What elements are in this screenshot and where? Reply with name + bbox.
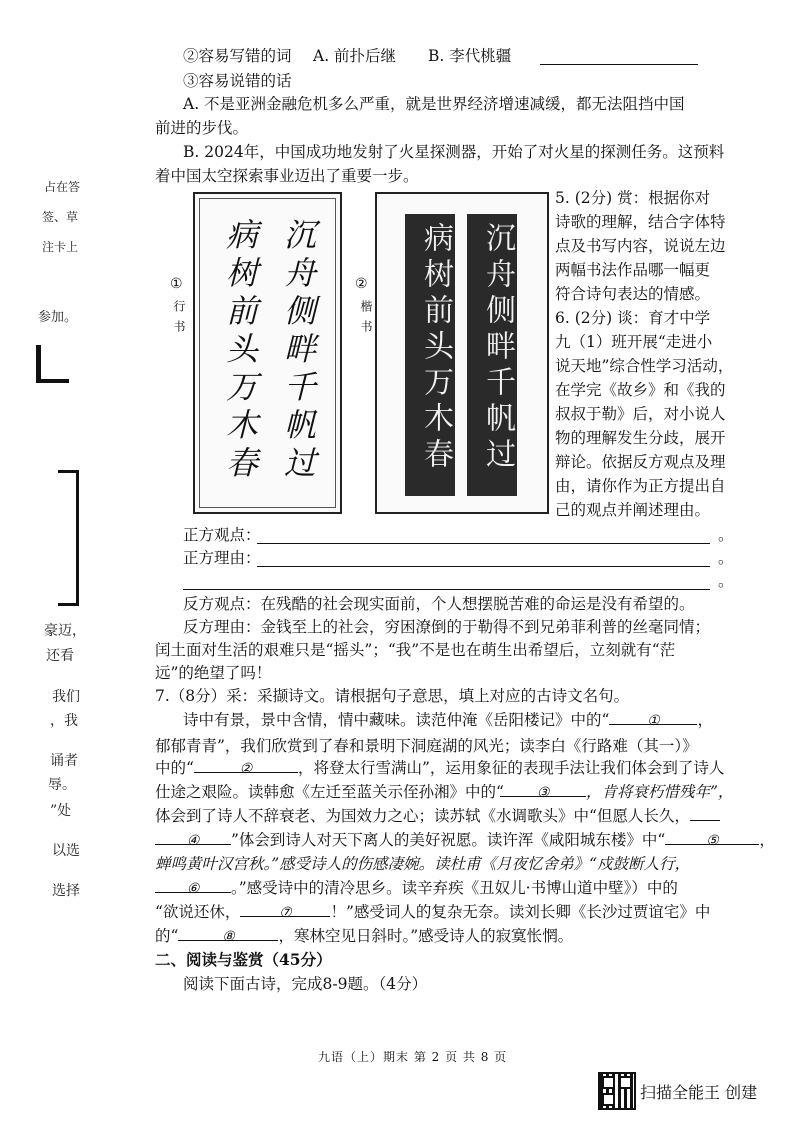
con-reason: 反方理由：金钱至上的社会，穷困潦倒的于勒得不到兄弟菲利普的丝毫同情； [183,618,711,636]
blank-4-start[interactable] [690,806,720,821]
q7-row [155,758,724,778]
qr-code-icon [598,1072,636,1110]
q7-text: 体会到了诗人不辞衰老、为国效力之心；读苏轼《水调歌头》中“但愿人长久， [155,807,690,825]
margin-fragment: 选择 [52,883,80,899]
section-instruction: 阅读下面古诗，完成8-9题。（4分） [183,975,428,993]
q7-row: 仕途之艰险。读韩愈《左迁至蓝关示侄孙湘》中的“ [155,783,504,801]
q7-text: 郁郁青青”，我们欣赏到了春和景明下洞庭湖的风光；读李白《行路难（其一）》 [155,737,698,755]
margin-fragment: 诵者 [50,753,78,769]
paragraph-line: A. 不是亚洲金融危机多么严重，就是世界经济增速减缓，都无法阻挡中国 [183,95,685,113]
scanner-watermark: 扫描全能王 创建 [640,1083,758,1102]
pro-reason-blank[interactable] [183,575,710,590]
end-mark: 。 [718,572,734,590]
q6-line: 物的理解发生分歧，展开 [555,429,726,447]
section-title: 二、阅读与鉴赏（45分） [155,950,332,969]
answer-blank[interactable] [540,50,698,65]
option-a: A. 前扑后继 [313,47,397,65]
blank-2[interactable] [194,758,298,777]
q7-row [155,878,678,898]
margin-fragment: ，我 [50,713,78,729]
artwork-number: ① [170,276,183,292]
q7-title: 7.（8分）采：采撷诗文。请根据句子意思，填上对应的古诗文名句。 [155,687,630,705]
artwork-style-label: 楷书 [359,300,373,340]
q6-line: 6. (2分) 谈：育才中学 [555,309,711,327]
q7-text: ，肯将衰朽惜残年”， [586,783,734,801]
margin-fragment: ”处 [50,803,72,819]
q6-line: 说天地”综合性学习活动， [555,357,734,375]
blank-7[interactable] [240,902,330,921]
margin-fragment: 以选 [52,843,80,859]
paragraph-line: 前进的步伐。 [155,119,249,137]
calligraphy-column: 沉舟侧畔千帆过 [480,222,515,474]
q5-line: 诗歌的理解，结合字体特 [555,213,726,231]
q6-line: 在学完《故乡》和《我的 [555,381,726,399]
q7-text: “欲说还休， [155,903,241,921]
q7-text: ！”感受词人的复杂无奈。读刘长卿《长沙过贾谊宅》中 [330,903,711,921]
q7-text: ， [759,831,775,849]
q7-text: ，寒林空见日斜时。”感受诗人的寂寞怅惘。 [278,927,574,945]
paragraph-line: 着中国太空探索事业迈出了重要一步。 [155,167,419,185]
q6-line: 己的观点并阐述理由。 [555,501,711,519]
blank-6[interactable] [155,878,231,897]
q7-text: ，将登太行雪满山”，运用象征的表现手法让我们体会到了诗人 [297,759,725,777]
calligraphy-artwork-2 [375,192,549,514]
paragraph-line: B. 2024年，中国成功地发射了火星探测器，开始了对火星的探测任务。这预料 [183,143,725,161]
margin-fragment: 豪迈， [44,623,86,639]
con-reason: 远”的绝望了吗！ [155,664,272,682]
blank-number: ⑧ [222,929,235,945]
end-mark: 。 [718,549,734,567]
q6-line: 辩论。依据反方观点及理 [555,453,726,471]
margin-bracket [58,470,79,606]
q7-row [155,902,710,922]
q7-text: ， [697,711,713,729]
q7-text: ”体会到诗人对天下离人的美好祝愿。读许浑《咸阳城东楼》中“ [231,831,666,849]
q7-row [155,734,698,756]
blank-1[interactable] [609,710,697,729]
pro-reason-blank[interactable] [257,552,710,567]
pro-view-blank[interactable] [257,529,710,544]
blank-number: ③ [536,785,550,801]
q7-row [155,926,573,946]
con-view: 反方观点：在残酷的社会现实面前，个人想摆脱苦难的命运是没有希望的。 [183,595,695,613]
pro-reason-label: 正方理由： [183,549,261,567]
con-reason: 闰土面对生活的艰难只是“摇头”；“我”不是也在萌生出希望后，立刻就有“茫 [155,641,676,659]
blank-number: ⑥ [186,881,200,897]
margin-mark [36,345,69,383]
blank-number: ④ [186,833,200,849]
margin-fragment: 我们 [52,689,80,705]
option-label: ③容易说错的话 [183,72,292,90]
calligraphy-artwork-1 [193,192,342,514]
blank-8[interactable] [178,926,278,945]
margin-fragment: 还看 [46,648,74,664]
q7-text: 。”感受诗中的清冷思乡。读辛弃疾《丑奴儿·书博山道中壁》）中的 [231,879,678,897]
blank-number: ② [239,761,253,777]
q7-row [155,830,775,850]
q6-line: 九（1）班开展“走进小 [555,333,713,351]
blank-3[interactable] [500,782,586,801]
q6-line: 由，请你作为正方提出自 [555,477,726,495]
page-footer: 九语（上）期末 第 2 页 共 8 页 [318,1050,508,1064]
margin-fragment: 签、草 [42,210,79,224]
q7-row [500,782,733,802]
blank-number: ① [647,713,660,729]
option-b: B. 李代桃疆 [428,47,512,65]
q5-line: 符合诗句表达的情感。 [555,285,711,303]
q5-line: 点及书写内容，说说左边 [555,237,726,255]
q7-row: 蝉鸣黄叶汉宫秋。”感受诗人的伤感凄婉。读杜甫《月夜忆舍弟》“戍鼓断人行， [155,855,691,873]
q7-text: 中的“ [155,759,194,777]
artwork-number: ② [355,276,368,292]
q7-text: 诗中有景，景中含情，情中藏味。读范仲淹《岳阳楼记》中的“ [183,711,610,729]
margin-fragment: 注卡上 [42,240,79,254]
pro-view-label: 正方观点： [183,526,261,544]
calligraphy-column: 病树前头万木春 [221,218,259,484]
q7-row [155,806,720,826]
q7-text: 的“ [155,927,179,945]
blank-number: ⑤ [706,833,719,849]
option-label: ②容易写错的词 [183,47,292,65]
calligraphy-column: 病树前头万木春 [418,222,453,474]
artwork-style-label: 行书 [172,300,186,340]
blank-4[interactable] [155,830,231,849]
q5-line: 两幅书法作品哪一幅更 [555,261,711,279]
q7-row [183,710,713,730]
margin-fragment: 占在答 [44,180,81,194]
margin-fragment: 辱。 [48,777,76,793]
end-mark: 。 [718,526,734,544]
q5-line: 5. (2分) 赏：根据你对 [555,189,711,207]
margin-fragment: 参加。 [38,310,78,325]
blank-5[interactable] [665,830,759,849]
q6-line: 叔叔于勒》后，对小说人 [555,405,726,423]
blank-number: ⑦ [279,905,292,921]
calligraphy-column: 沉舟侧畔千帆过 [279,218,317,484]
